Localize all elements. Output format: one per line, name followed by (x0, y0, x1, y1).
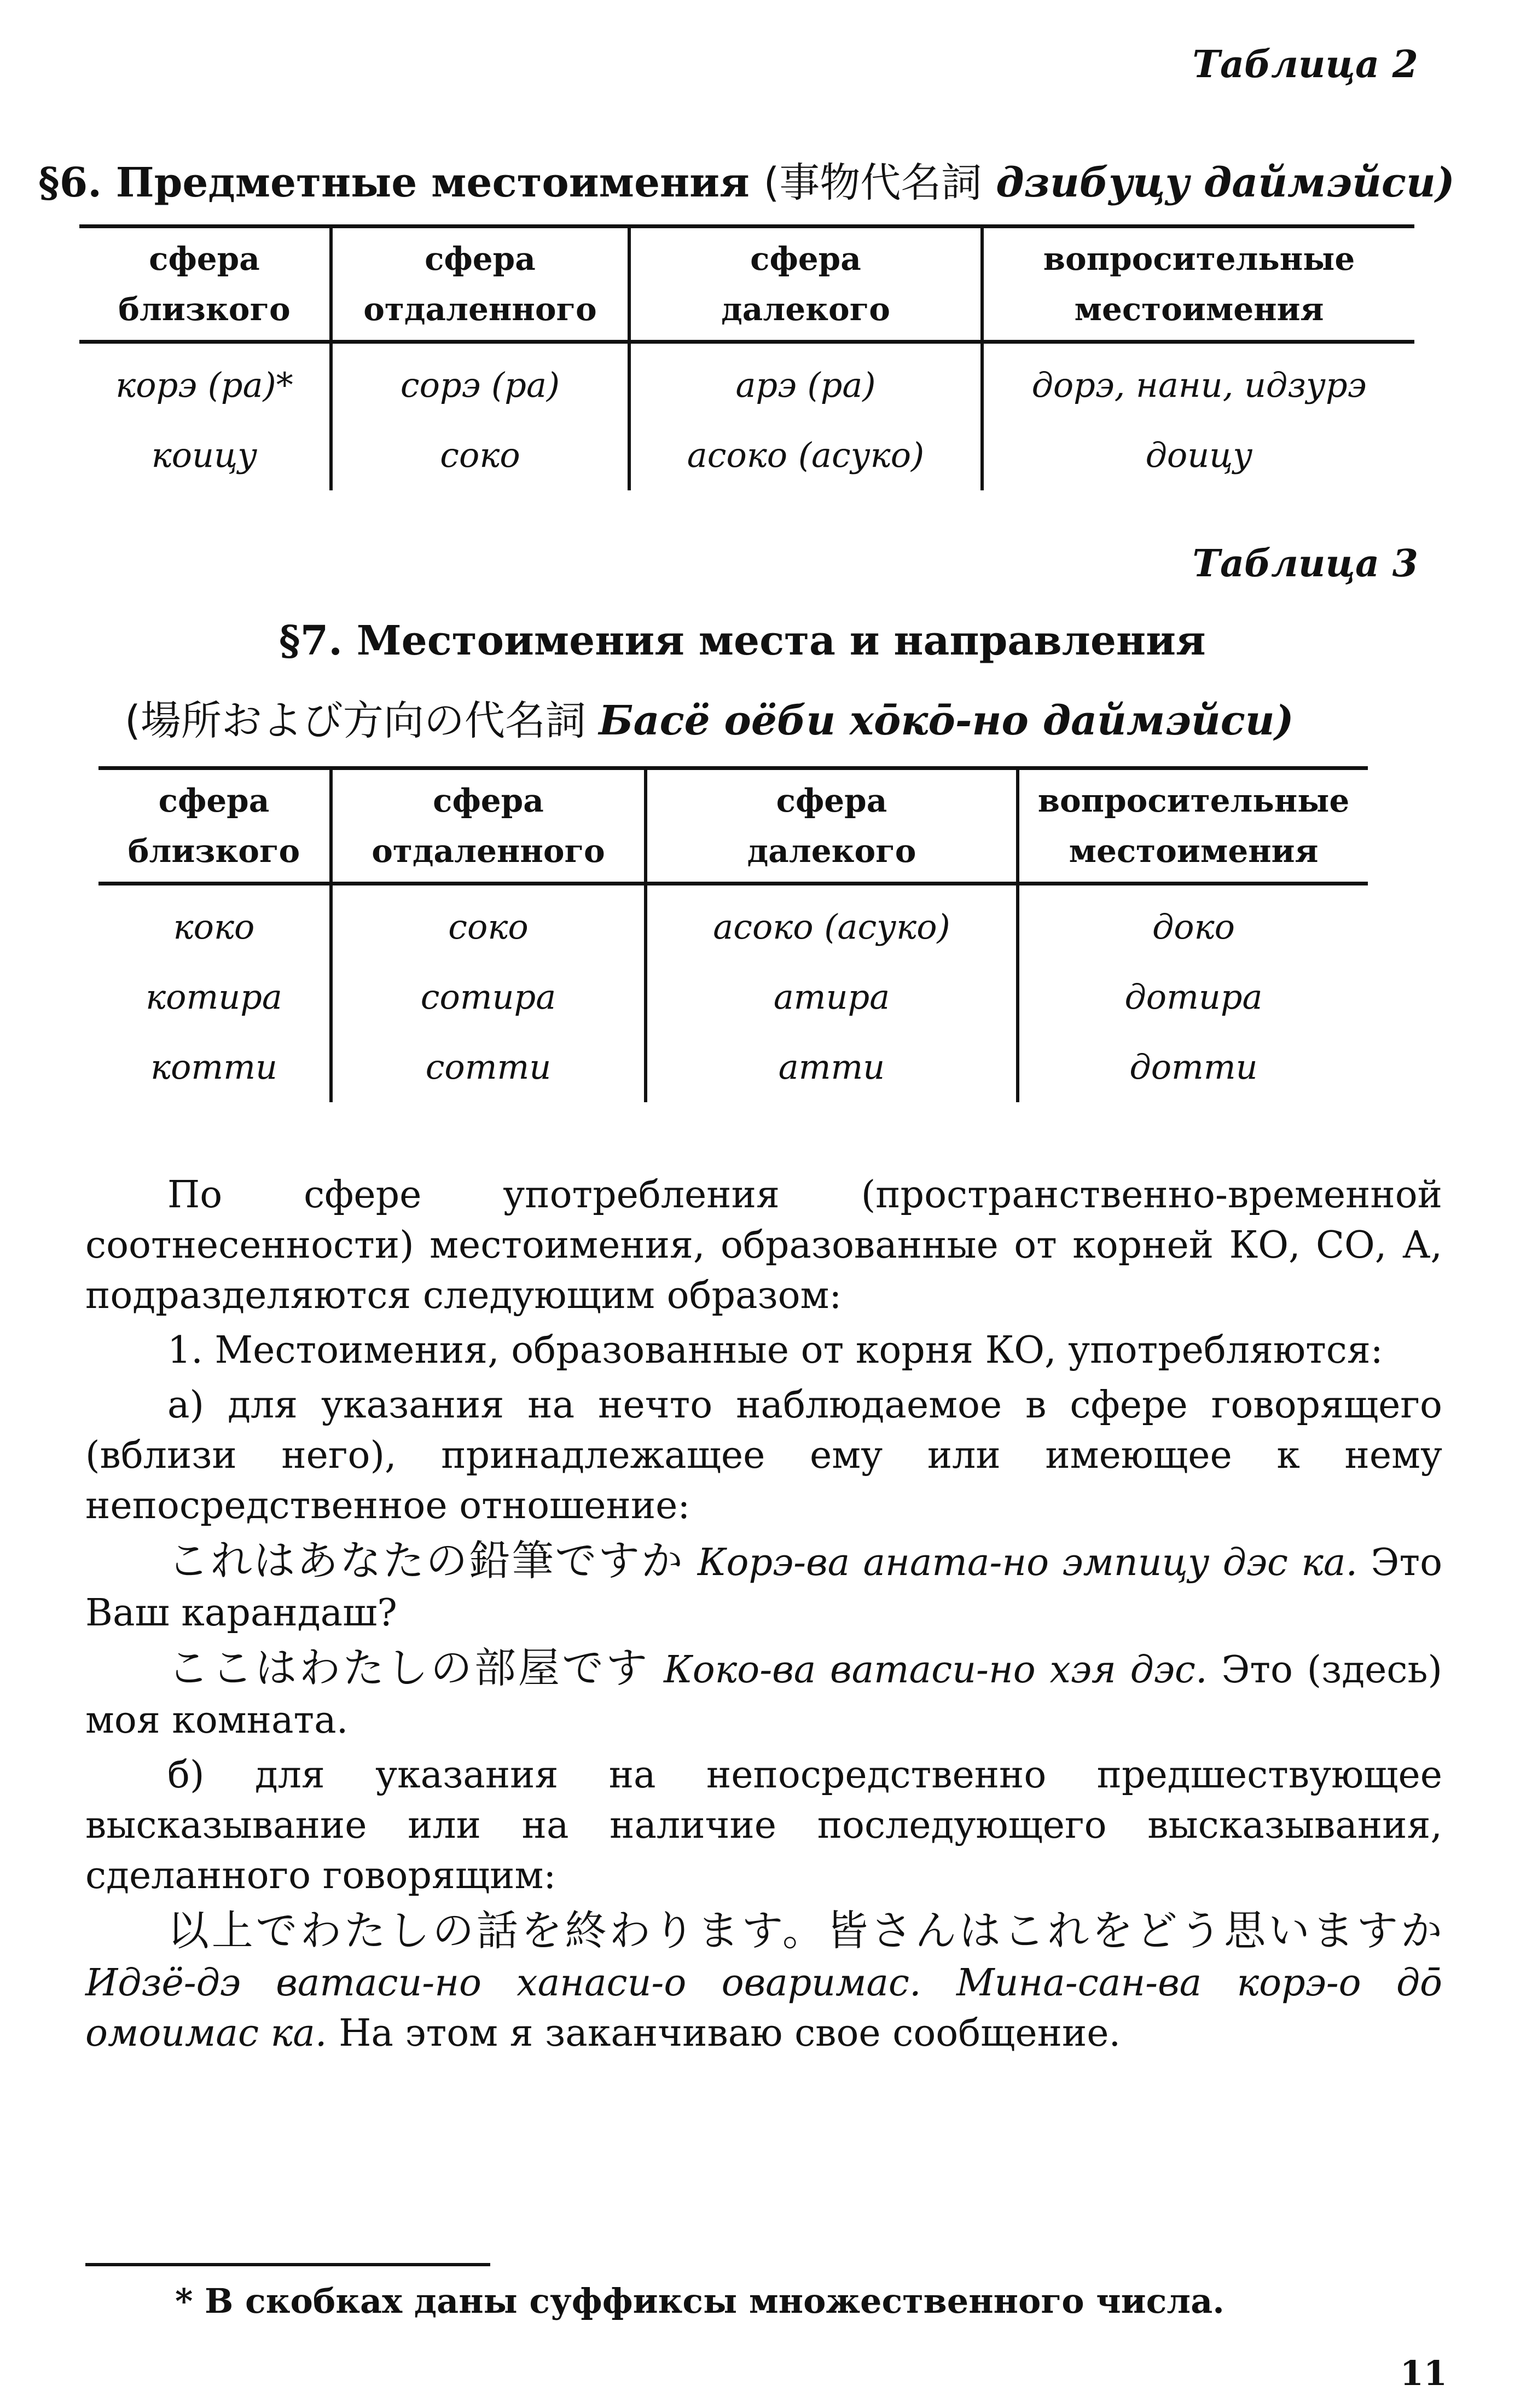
table-3 (98, 766, 1368, 1102)
table-2 (79, 224, 1414, 490)
table2-column-cell (79, 342, 331, 491)
table-3-label: Таблица 3 (1192, 542, 1418, 586)
table3-header-text: отдаленного (372, 832, 605, 870)
table3-column-cell (331, 884, 646, 1103)
paragraph-ko-root: 1. Местоимения, образованные от корня КО, употребляются: (167, 1329, 1383, 1372)
footnote-divider (85, 2263, 490, 2266)
paragraph-a: а) для указания на нечто наблюдаемое в сфере говорящего (вблизи него), принадлежащее ему или имеющее к нему непосредственное отношение: (85, 1384, 1442, 1527)
page-number: 11 (1400, 2353, 1447, 2393)
table-3-header-row (98, 768, 1368, 884)
table3-cell-text: атира (773, 977, 890, 1017)
table3-header-cell (98, 768, 331, 884)
table2-column-cell (629, 342, 982, 491)
paragraph-intro: По сфере употребления (пространственно-временной соотнесенности) местоимения, образованные от корней КО, СО, А, подразделяются следующим образом: (85, 1173, 1442, 1317)
table-2-header-row (79, 227, 1414, 342)
table2-cell-text: арэ (ра) (735, 365, 876, 405)
section-7-title-romaji: Басё оёби хōкō-но даймэйси) (599, 697, 1294, 744)
table3-cell-text: дотира (1124, 977, 1263, 1017)
table2-header-cell (331, 227, 629, 342)
table3-header-text: сфера (158, 782, 270, 819)
section-6-title-jp: (事物代名詞 (763, 159, 982, 206)
table2-cell-text: сорэ (ра) (400, 365, 560, 405)
table2-header-cell (79, 227, 331, 342)
table2-header-text: сфера (149, 240, 260, 277)
table3-header-cell (331, 768, 646, 884)
section-7-heading: Местоимения места и направления (356, 617, 1206, 664)
section-7-title (279, 617, 1206, 664)
table2-header-cell (982, 227, 1414, 342)
body-text (85, 1170, 1442, 2063)
table2-header-text: отдаленного (363, 291, 597, 328)
table-3-body (98, 884, 1368, 1103)
table3-header-text: вопросительные (1037, 782, 1350, 819)
table2-column-cell (331, 342, 629, 491)
example-1 (85, 1536, 1442, 1639)
table2-cell-text: дорэ, нани, идзурэ (1031, 365, 1367, 405)
section-7-number: §7. (279, 617, 343, 664)
table3-cell-text: котти (150, 1047, 277, 1087)
section-7-subtitle (125, 688, 1294, 746)
table3-column-cell (646, 884, 1018, 1103)
table3-cell-text: коко (173, 907, 255, 947)
example-2-jp: ここはわたしの部屋です (167, 1643, 650, 1692)
table3-header-cell (1018, 768, 1368, 884)
example-2-translation: Это (здесь) моя комната. (85, 1648, 1442, 1742)
table3-header-cell (646, 768, 1018, 884)
table2-header-text: близкого (118, 291, 291, 328)
section-6-number: §6. (38, 159, 102, 206)
table3-row (98, 884, 1368, 1103)
footnote: * В скобках даны суффиксы множественного числа. (175, 2281, 1225, 2321)
section-6-title (38, 150, 1455, 209)
table2-header-text: далекого (721, 291, 890, 328)
table2-header-text: сфера (425, 240, 536, 277)
table3-cell-text: атти (778, 1047, 885, 1087)
table2-column-cell (982, 342, 1414, 491)
table3-header-text: далекого (747, 832, 916, 870)
table3-header-text: близкого (127, 832, 300, 870)
table3-cell-text: котира (146, 977, 282, 1017)
table2-cell-text: корэ (ра)* (115, 365, 293, 405)
table3-header-text: сфера (433, 782, 544, 819)
example-2 (85, 1643, 1442, 1746)
example-1-translation: Это Ваш карандаш? (85, 1541, 1443, 1635)
example-3 (85, 1906, 1442, 2059)
table2-header-text: вопросительные (1043, 240, 1355, 277)
example-3-romaji: Идзё-дэ ватаси-но ханаси-о оваримас. Мина-сан-ва корэ-о дō омоимас ка. (85, 1961, 1442, 2055)
table-2-body (79, 342, 1414, 491)
table3-cell-text: асоко (асуко) (713, 907, 950, 947)
section-7-title-jp: (場所および方向の代名詞 (125, 697, 586, 744)
table2-row (79, 342, 1414, 491)
table3-header-text: сфера (776, 782, 887, 819)
example-3-jp: 以上でわたしの話を終わります。皆さんはこれをどう思いますか (167, 1906, 1442, 1955)
table3-cell-text: сотти (425, 1047, 552, 1087)
table3-column-cell (1018, 884, 1368, 1103)
table3-column-cell (98, 884, 331, 1103)
example-1-romaji: Корэ-ва аната-но эмпицу дэс ка. (697, 1541, 1358, 1584)
table3-cell-text: сотира (420, 977, 556, 1017)
table2-cell-text: асоко (асуко) (687, 435, 925, 475)
table2-cell-text: соко (440, 435, 520, 475)
table2-header-text: местоимения (1074, 291, 1324, 328)
table2-header-text: сфера (750, 240, 861, 277)
section-6-heading: Предметные местоимения (115, 159, 750, 206)
table3-cell-text: доко (1152, 907, 1235, 947)
table3-header-text: местоимения (1069, 832, 1319, 870)
table-2-label: Таблица 2 (1192, 43, 1418, 86)
example-1-jp: これはあなたの鉛筆ですか (167, 1536, 684, 1585)
table3-cell-text: дотти (1129, 1047, 1258, 1087)
example-2-romaji: Коко-ва ватаси-но хэя дэс. (664, 1648, 1208, 1692)
paragraph-b: б) для указания на непосредственно предшествующее высказывание или на наличие последующего высказывания, сделанного говорящим: (85, 1753, 1442, 1897)
table3-cell-text: соко (448, 907, 529, 947)
table2-cell-text: коицу (151, 435, 258, 475)
example-3-translation: На этом я заканчиваю свое сообщение. (339, 2012, 1121, 2055)
section-6-title-romaji: дзибуцу даймэйси) (996, 159, 1455, 206)
table2-cell-text: доицу (1145, 435, 1253, 475)
table2-header-cell (629, 227, 982, 342)
